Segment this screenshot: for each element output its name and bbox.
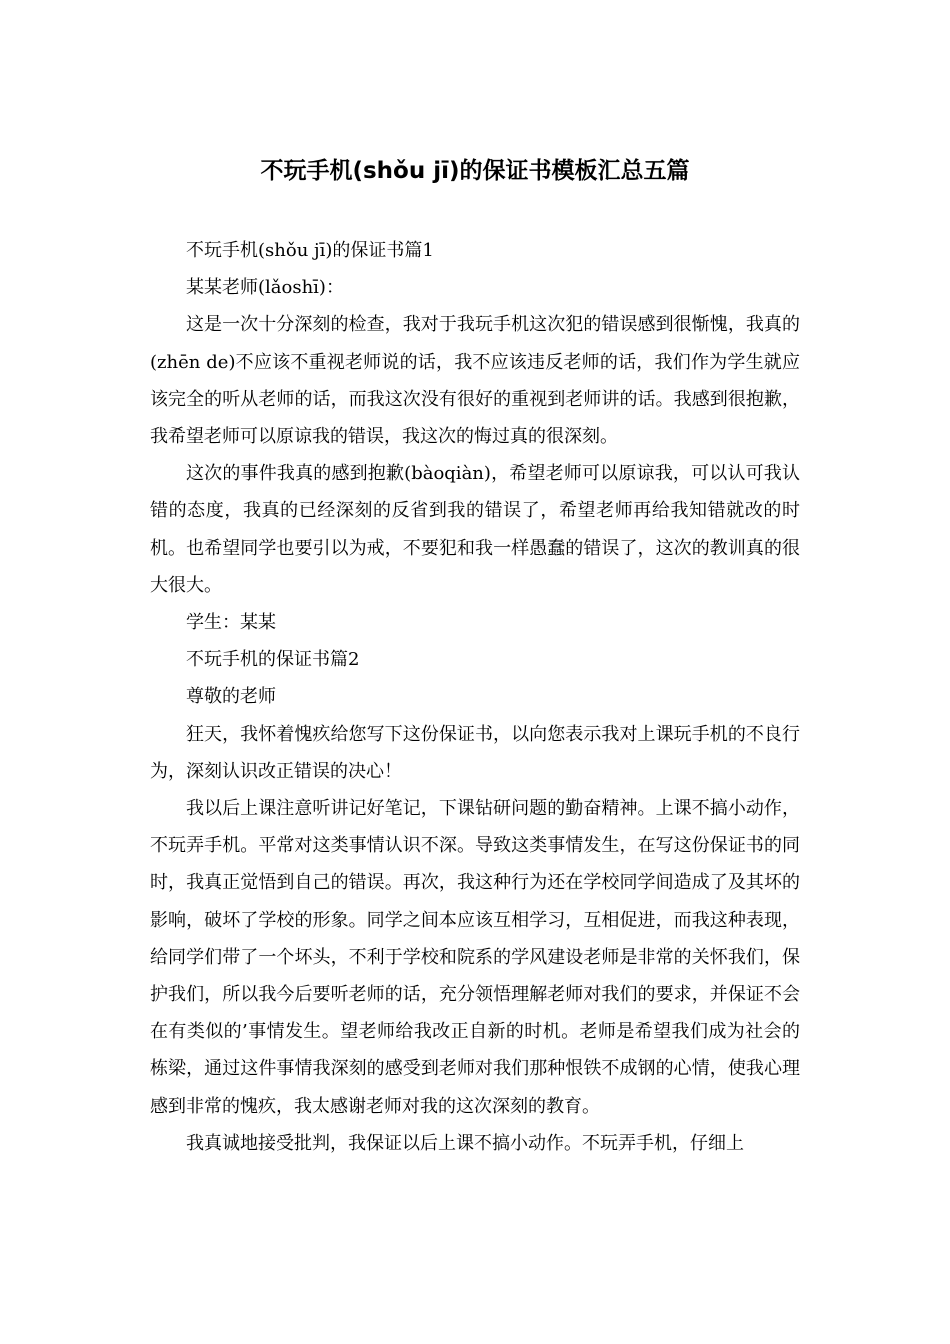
document-title: 不玩手机(shǒu jī)的保证书模板汇总五篇 (260, 158, 690, 184)
section-heading-1: 不玩手机(shǒu jī)的保证书篇1 (186, 240, 434, 261)
section-heading-2: 不玩手机的保证书篇2 (186, 649, 360, 671)
body-paragraph: 我真诚地接受批判，我保证以后上课不搞小动作。不玩弄手机，仔细上 (186, 1132, 744, 1154)
body-paragraph: 我以后上课注意听讲记好笔记，下课钻研问题的勤奋精神。上课不搞小动作，不玩弄手机。平常对这类事情认识不深。导致这类事情发生，在写这份保证书的同时，我真正觉悟到自己的错误。再次，我这种行为还在学校同学间造成了及其坏的影响，破坏了学校的形象。同学之间本应该互相学习，互相促进，而我这种表现，给同学们带了一个坏头，不利于学校和院系的学风建设老师是非常的关怀我们，保护我们，所以我今后要听老师的话，充分领悟理解老师对我们的要求，并保证不会在有类似的’事情发生。望老师给我改正自新的时机。老师是希望我们成为社会的栋梁，通过这件事情我深刻的感受到老师对我们那种恨铁不成钢的心情，使我心理感到非常的愧疚，我太感谢老师对我的这次深刻的教育。 (150, 798, 800, 1117)
body-paragraph: 狂天，我怀着愧疚给您写下这份保证书，以向您表示我对上课玩手机的不良行为，深刻认识改正错误的决心！ (150, 723, 800, 782)
body-paragraph: 这次的事件我真的感到抱歉(bàoqiàn)，希望老师可以原谅我，可以认可我认错的态度，我真的已经深刻的反省到我的错误了，希望老师再给我知错就改的时机。也希望同学也要引以为戒，不要犯和我一样愚蠢的错误了，这次的教训真的很大很大。 (150, 463, 800, 596)
body-paragraph: 这是一次十分深刻的检查，我对于我玩手机这次犯的错误感到很惭愧，我真的(zhēn de)不应该不重视老师说的话，我不应该违反老师的话，我们作为学生就应该完全的听从老师的话，而我这次没有很好的重视到老师讲的话。我感到很抱歉，我希望老师可以原谅我的错误，我这次的悔过真的很深刻。 (150, 314, 800, 448)
salutation-2: 尊敬的老师 (186, 686, 276, 708)
salutation-1: 某某老师(lǎoshī)： (186, 277, 344, 299)
document-body (150, 232, 800, 1162)
signature-line: 学生：某某 (186, 612, 276, 634)
